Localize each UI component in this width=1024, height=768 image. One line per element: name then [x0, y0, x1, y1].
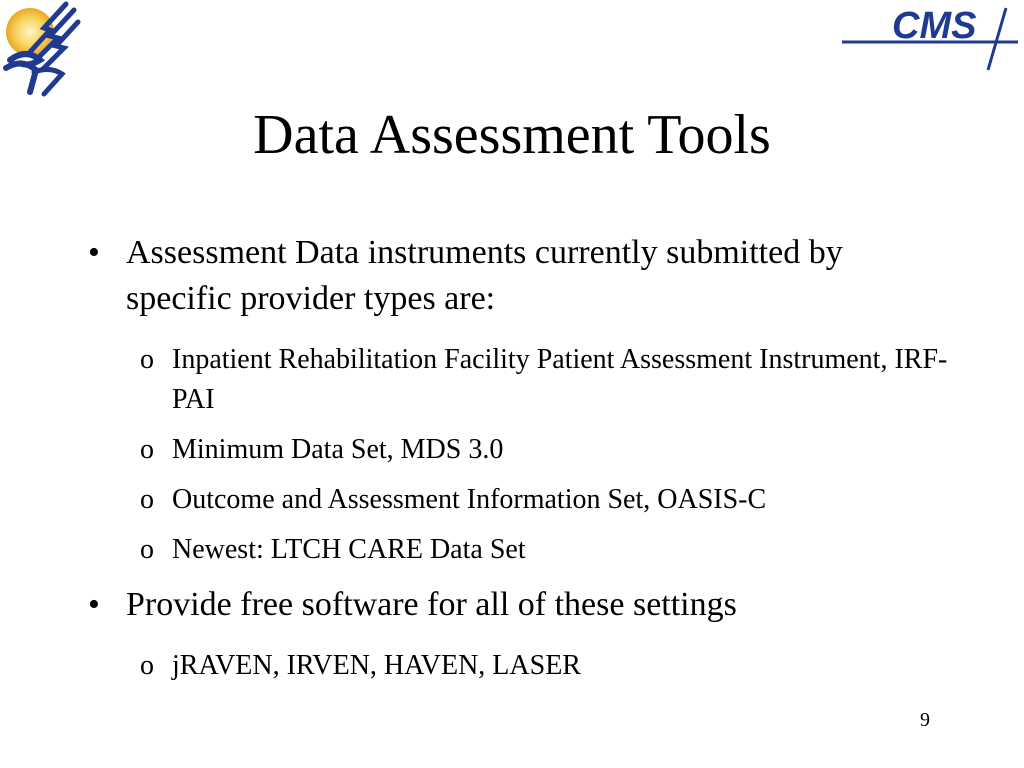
bullet-marker: • [88, 586, 100, 623]
sub-item-ltch: Newest: LTCH CARE Data Set [172, 534, 526, 565]
bullet-2-text: Provide free software for all of these settings [126, 586, 737, 623]
hhs-eagle-logo-icon [0, 0, 84, 98]
sub-item-mds: Minimum Data Set, MDS 3.0 [172, 434, 504, 465]
sub-marker: o [140, 650, 154, 681]
cms-logo-icon [838, 4, 1022, 72]
sub-item-irf-pai: Inpatient Rehabilitation Facility Patient Assessment Instrument, IRF-PAI [172, 344, 948, 415]
sub-item-software: jRAVEN, IRVEN, HAVEN, LASER [172, 650, 581, 681]
sub-marker: o [140, 484, 154, 515]
cms-logo-text: CMS [892, 5, 977, 47]
bullet-marker: • [88, 234, 100, 271]
sub-marker: o [140, 344, 154, 375]
slide-title: Data Assessment Tools [253, 104, 771, 166]
bullet-1-text: Assessment Data instruments currently submitted by specific provider types are: [126, 234, 843, 317]
sub-marker: o [140, 534, 154, 565]
page-number: 9 [920, 709, 930, 731]
sub-marker: o [140, 434, 154, 465]
sub-item-oasis: Outcome and Assessment Information Set, OASIS-C [172, 484, 767, 515]
